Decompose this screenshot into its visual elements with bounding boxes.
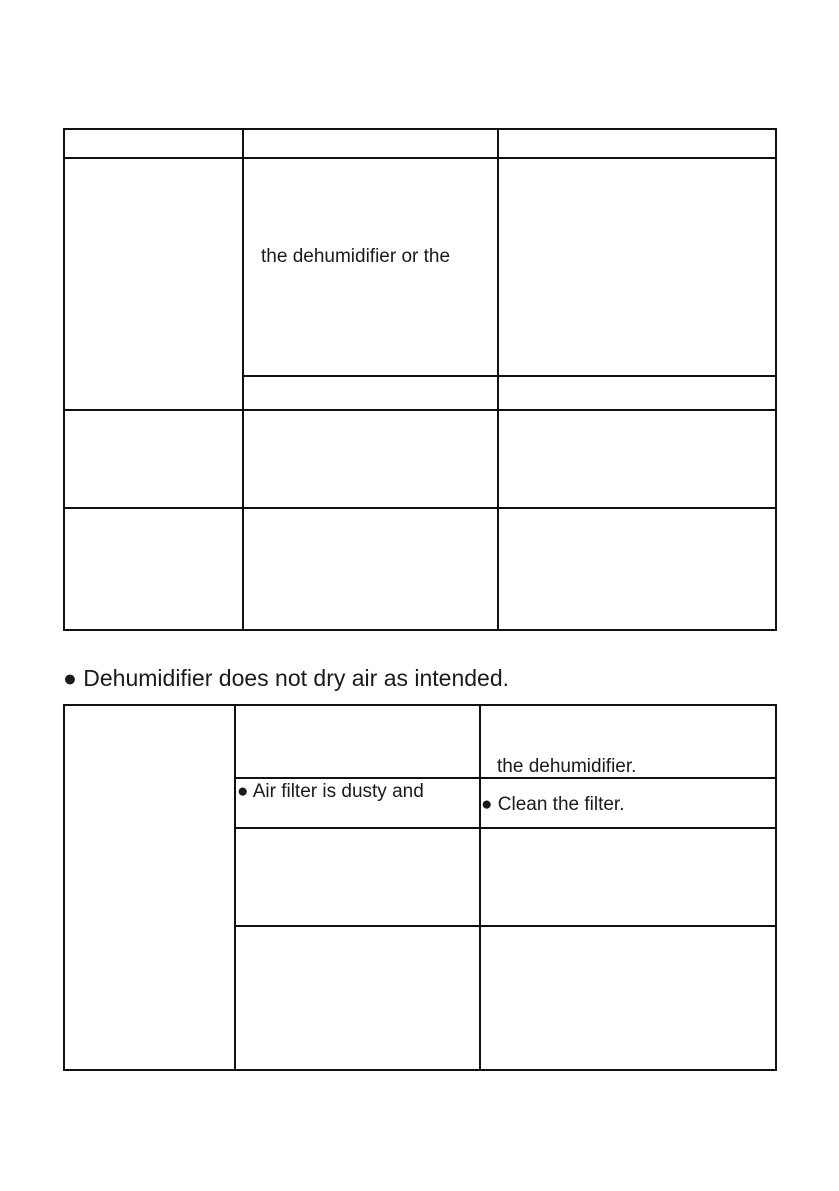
table2-row-divider-2 [234,827,777,829]
table2-solution-text-row2: ● Clean the filter. [481,794,625,815]
table1-cause-text: the dehumidifier or the [261,246,451,267]
table1-header-divider [63,157,777,159]
table2-row-divider-3 [234,925,777,927]
table2-cause-text-row2: ● Air filter is dusty and [237,781,424,802]
table1-subrow-divider [242,375,777,377]
table2-col-divider-2 [479,704,481,1071]
table1-border-right [775,128,777,631]
table1-col-divider-1 [242,128,244,631]
table2-solution-text-row1: the dehumidifier. [497,756,637,777]
section-heading: ● Dehumidifier does not dry air as intended. [63,665,510,691]
table1-border-left [63,128,65,631]
table2-border-left [63,704,65,1071]
table2-border-top [63,704,777,706]
table2-border-bottom [63,1069,777,1071]
table1-row-divider-2 [63,507,777,509]
table2-border-right [775,704,777,1071]
table1-border-bottom [63,629,777,631]
table1-border-top [63,128,777,130]
table1-col-divider-2 [497,128,499,631]
table1-row-divider-1 [63,409,777,411]
table2-col-divider-1 [234,704,236,1071]
